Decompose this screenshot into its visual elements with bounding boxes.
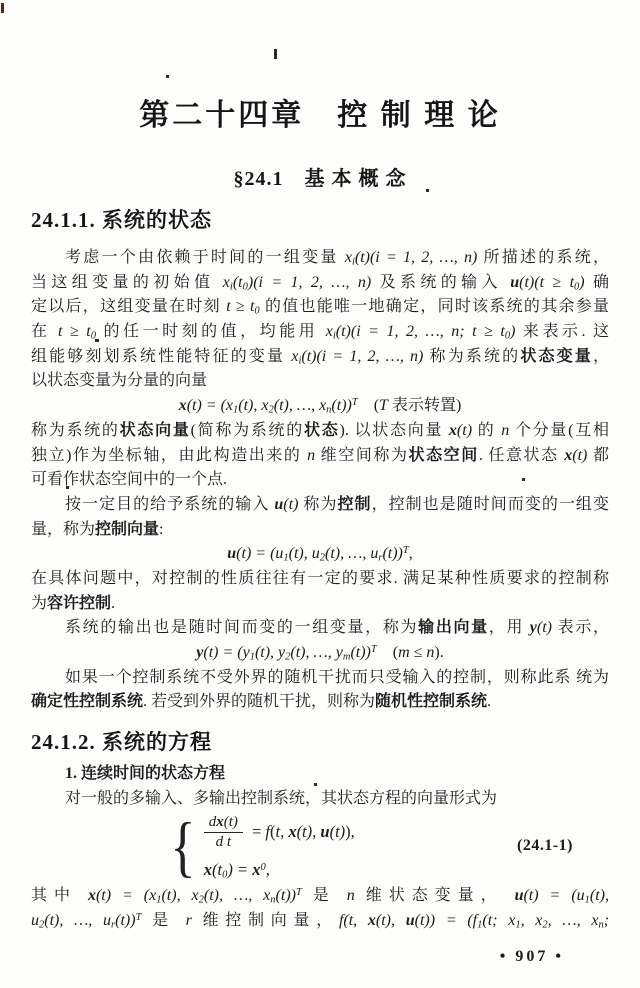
text-line: 以状态变量为分量的向量 — [31, 372, 208, 390]
text-line: 当这组变量的初始值 $x_i(t_0)(i = 1$, 2, …, n) 及系统的输入 $u(t)(t \ge t_0)$ 确 — [31, 273, 609, 293]
text-line: 对一般的多输入、多输出控制系统，其状态方程的向量形式为 — [65, 789, 498, 807]
scan-speck — [166, 75, 169, 78]
text-line: 为容许控制. — [31, 594, 116, 612]
subsection-heading-24-1-1: 24.1.1. 系统的状态 — [31, 208, 212, 232]
formula-line: $x(t) = (x_1(t)$, $x_2(t)$, …, $x_n(t))^T$ (T 表示转置) — [178, 396, 462, 416]
section2-after — [31, 884, 609, 933]
subsection-heading-24-1-2: 24.1.2. 系统的方程 — [31, 730, 212, 754]
page-number: • 907 • — [499, 948, 564, 965]
text-line: 考虑一个由依赖于时间的一组变量 $x_i(t)(i = 1$, 2, …, n) 所描述的系统， — [65, 249, 609, 268]
text-line: 在具体问题中，对控制的性质往往有一定的要求. 满足某种性质要求的控制称 — [31, 569, 609, 587]
text-line: 确定性控制系统. 若受到外界的随机干扰，则称为随机性控制系统. — [31, 693, 492, 711]
text-line: 其中 $x(t) = (x_1(t)$, $x_2(t)$, …, $x_n(t))^T$ 是 n 维状态变量， $u(t) = (u_1(t)$, — [31, 886, 609, 906]
text-line: 按一定目的给予系统的输入 u(t) 称为控制，控制也是随时间而变的一组变 — [65, 495, 609, 513]
text-line: 在 $t \ge t_0$ 的任一时刻的值，均能用 $x_i(t)(i = 1$, 2, …, n; $t \ge t_0$) 来表示. 这 — [31, 323, 609, 342]
text-line: 如果一个控制系统不受外界的随机干扰而只受输入的控制，则称此系 统为 — [65, 668, 609, 686]
equation-rhs: = f(t, x(t), u(t)), — [251, 822, 355, 841]
scan-speck — [274, 49, 277, 59]
fraction-denominator: d t — [215, 833, 232, 850]
text-line: 定以后，这组变量在时刻 $t \ge t_0$ 的值也能唯一地确定，同时该系统的其余参量 — [31, 298, 609, 317]
text-line: 1. 连续时间的状态方程 — [65, 765, 226, 782]
fraction-numerator: dx(t) — [204, 814, 243, 833]
section2-intro — [31, 762, 609, 811]
text-line: 独立)作为坐标轴，由此构造出来的 n 维空间称为状态空间. 任意状态 x(t) 都 — [31, 446, 609, 464]
text-line: $u_2(t)$, …, $u_r(t))^T$ 是 r 维控制向量，f(t, x(t), $u(t)) = (f_1(t$; $x_1$, $x_2$, …, $x_n$; — [31, 911, 609, 931]
formula-line: $u(t) = (u_1(t)$, $u_2(t)$, …, $u_r(t))^T$, — [227, 545, 413, 564]
text-line: 组能够刻划系统性能特征的变量 $x_i(t)(i = 1$, 2, …, n) 称为系统的状态变量， — [31, 347, 609, 367]
equation-label: (24.1-1) — [517, 837, 573, 854]
text-line: 称为系统的状态向量(简称为系统的状态). 以状态向量 x(t) 的 n 个分量(互相 — [31, 421, 609, 439]
text-line: 量，称为控制向量: — [31, 520, 164, 538]
formula-line: $y(t) = (y_1(t)$, $y_2(t)$, …, $y_m(t))^T$ (m ≤ n). — [196, 643, 444, 663]
text-line: 系统的输出也是随时间而变的一组变量，称为输出向量，用 y(t) 表示， — [65, 619, 609, 637]
text-line: 可看作状态空间中的一个点. — [31, 471, 228, 489]
fraction — [204, 814, 243, 851]
left-brace-icon: { — [170, 809, 196, 885]
initial-condition-row: $x(t_0) = x^0$, — [203, 860, 270, 881]
state-equation-row — [204, 809, 355, 855]
equation-24-1-1 — [168, 808, 355, 886]
scan-speck — [1, 3, 4, 13]
chapter-title: 第二十四章 控 制 理 论 — [139, 99, 501, 132]
equation-column — [204, 809, 355, 885]
section1-body — [31, 246, 609, 715]
section-title: §24.1 基 本 概 念 — [233, 168, 407, 190]
